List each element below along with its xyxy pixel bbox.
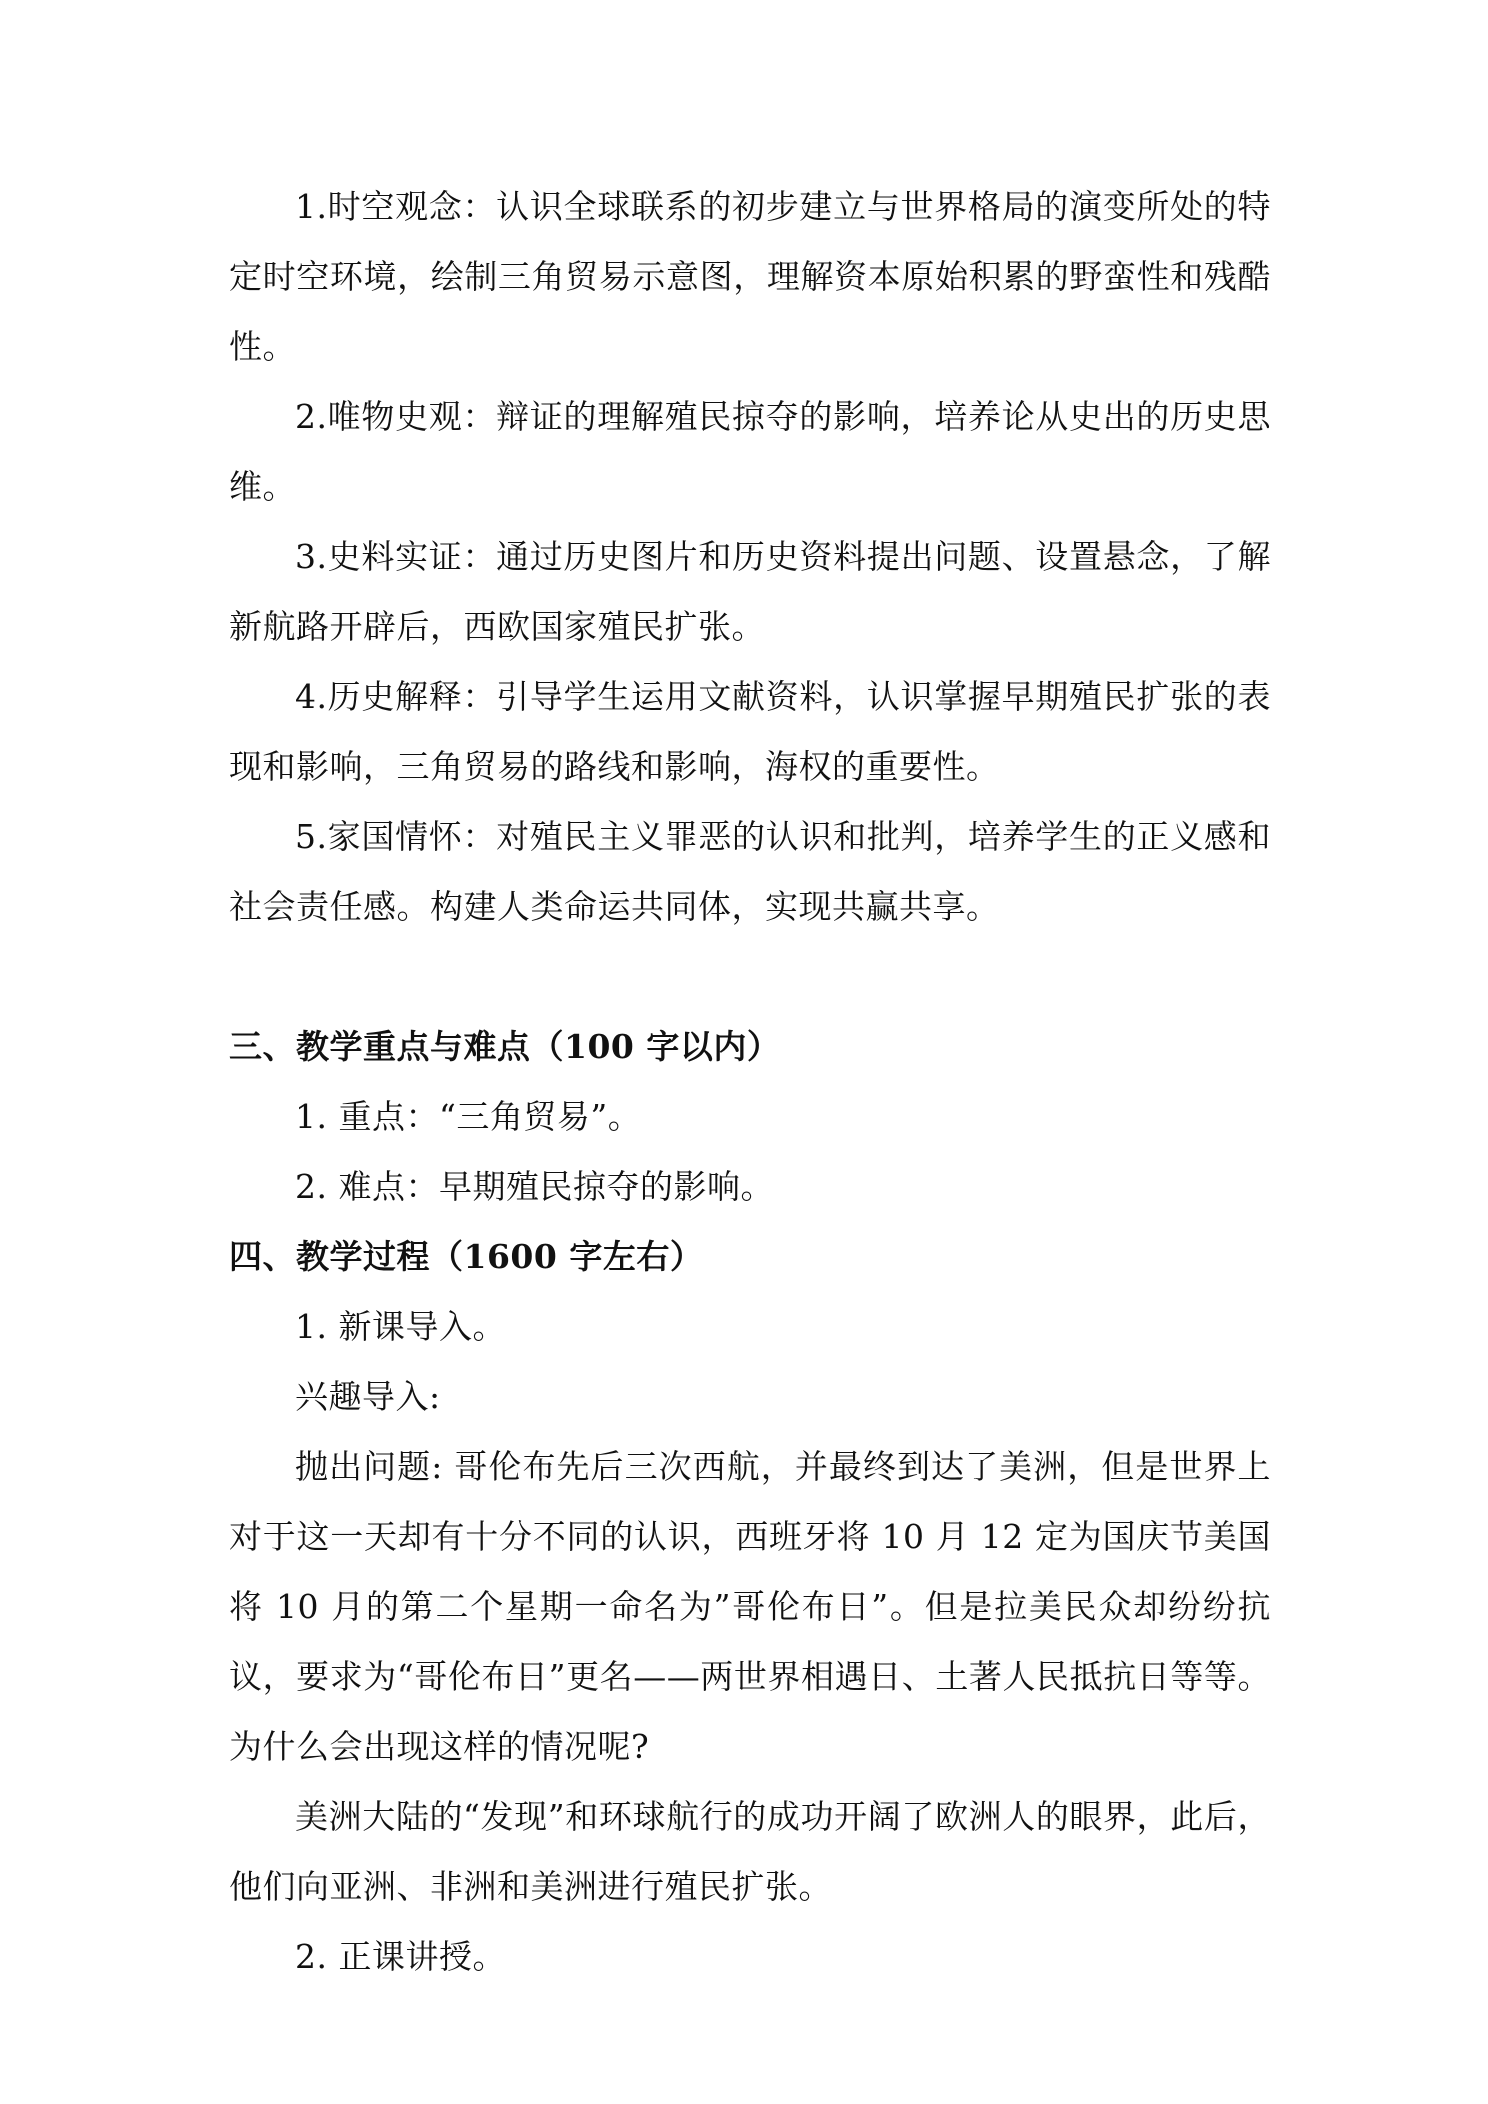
- step-main-lecture: 2. 正课讲授。: [295, 1937, 506, 1976]
- objectives-block: [229, 172, 1271, 942]
- difficult-point-item: 2. 难点：早期殖民掠夺的影响。: [295, 1167, 774, 1206]
- objective-patriotism: 5.家国情怀：对殖民主义罪恶的认识和批判，培养学生的正义感和社会责任感。构建人类命运共同体，实现共赢共享。: [229, 817, 1271, 926]
- section-heading-teaching-process: 四、教学过程（1600 字左右）: [229, 1237, 704, 1276]
- question-paragraph: 抛出问题: 哥伦布先后三次西航，并最终到达了美洲，但是世界上对于这一天却有十分不同的认识，西班牙将 10 月 12 定为国庆节美国将 10 月的第二个星期一命名为”哥伦布日”。但是拉美民众却纷纷抗议，要求为“哥伦布日”更名——两世界相遇日、土著人民抵抗日等等。为什么会出现这样的情况呢?: [229, 1447, 1271, 1766]
- transition-paragraph: 美洲大陆的“发现”和环球航行的成功开阔了欧洲人的眼界，此后，他们向亚洲、非洲和美洲进行殖民扩张。: [229, 1797, 1271, 1906]
- section-spacer: [229, 942, 1271, 1012]
- section-heading-key-points: 三、教学重点与难点（100 字以内）: [229, 1027, 781, 1066]
- section-key-points: [229, 1012, 1271, 1222]
- section-teaching-process: [229, 1222, 1271, 1992]
- interest-intro-label: 兴趣导入:: [295, 1377, 441, 1416]
- document-page: [229, 172, 1271, 1992]
- objective-materialism: 2.唯物史观：辩证的理解殖民掠夺的影响，培养论从史出的历史思维。: [229, 397, 1271, 506]
- objective-interpretation: 4.历史解释：引导学生运用文献资料，认识掌握早期殖民扩张的表现和影响，三角贸易的路线和影响，海权的重要性。: [229, 677, 1271, 786]
- objective-evidence: 3.史料实证：通过历史图片和历史资料提出问题、设置悬念，了解新航路开辟后，西欧国家殖民扩张。: [229, 537, 1271, 646]
- objective-spatiotemporal: 1.时空观念：认识全球联系的初步建立与世界格局的演变所处的特定时空环境，绘制三角贸易示意图，理解资本原始积累的野蛮性和残酷性。: [229, 187, 1271, 366]
- step-new-lesson-intro: 1. 新课导入。: [295, 1307, 506, 1346]
- key-point-item: 1. 重点：“三角贸易”。: [295, 1097, 642, 1136]
